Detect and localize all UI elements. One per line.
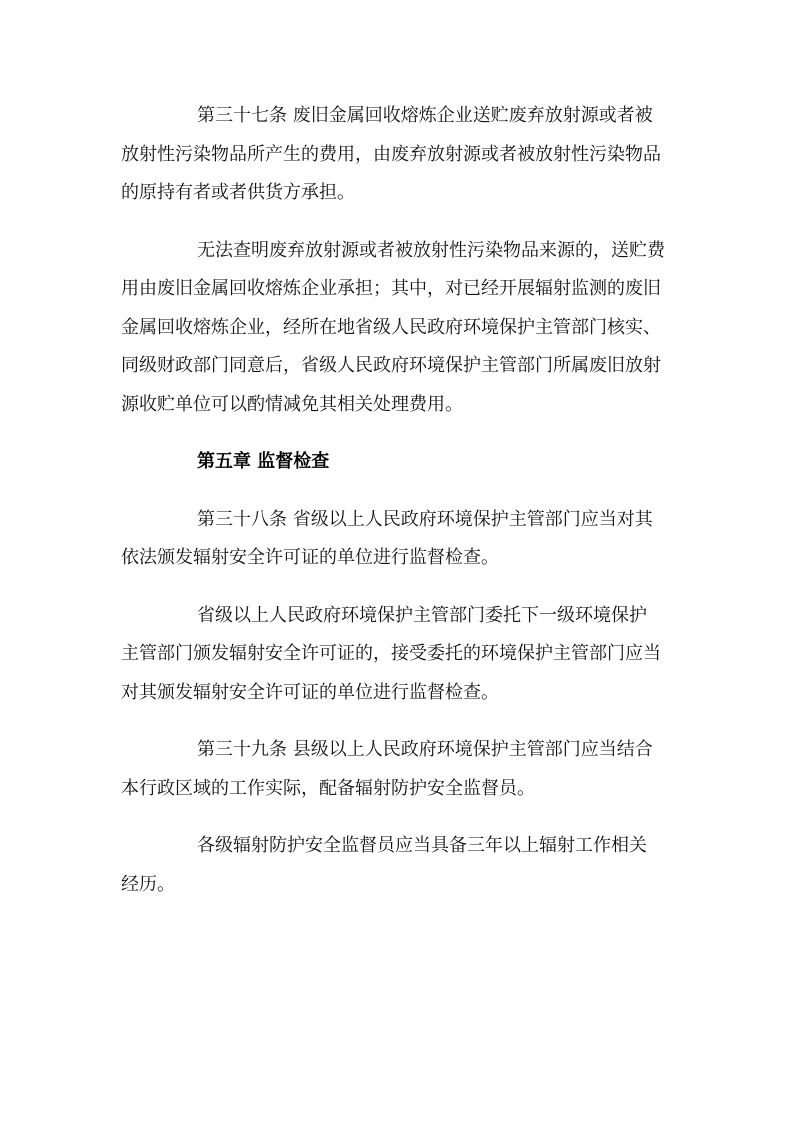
text-line: 对其颁发辐射安全许可证的单位进行监督检查。 (121, 681, 499, 703)
article-37-second-paragraph (121, 232, 677, 425)
text-line: 金属回收熔炼企业，经所在地省级人民政府环境保护主管部门核实、 (121, 316, 661, 338)
chapter-heading: 第五章 监督检查 (197, 451, 330, 472)
text-line: 同级财政部门同意后，省级人民政府环境保护主管部门所属废旧放射 (121, 355, 661, 376)
text-line: 第三十七条 废旧金属回收熔炼企业送贮废弃放射源或者被 (197, 105, 653, 126)
article-38-paragraph (121, 501, 677, 578)
text-line: 无法查明废弃放射源或者被放射性污染物品来源的，送贮费 (197, 239, 665, 261)
text-line: 源收贮单位可以酌情减免其相关处理费用。 (121, 393, 463, 415)
text-line: 的原持有者或者供货方承担。 (121, 182, 355, 203)
text-line: 第三十九条 县级以上人民政府环境保护主管部门应当结合 (197, 739, 653, 760)
document-body (121, 97, 677, 923)
text-line: 各级辐射防护安全监督员应当具备三年以上辐射工作相关 (197, 835, 647, 856)
text-line: 第三十八条 省级以上人民政府环境保护主管部门应当对其 (197, 508, 653, 530)
text-line: 主管部门颁发辐射安全许可证的，接受委托的环境保护主管部门应当 (121, 643, 661, 664)
text-line: 放射性污染物品所产生的费用，由废弃放射源或者被放射性污染物品 (121, 143, 661, 165)
text-line: 本行政区域的工作实际，配备辐射防护安全监督员。 (121, 777, 535, 799)
article-38-second-paragraph (121, 597, 677, 713)
text-line: 经历。 (121, 873, 175, 895)
article-39-second-paragraph (121, 827, 677, 904)
text-line: 依法颁发辐射安全许可证的单位进行监督检查。 (121, 547, 499, 568)
text-line: 省级以上人民政府环境保护主管部门委托下一级环境保护 (197, 604, 647, 626)
article-39-paragraph (121, 731, 677, 808)
article-37-paragraph (121, 97, 677, 213)
text-line: 用由废旧金属回收熔炼企业承担；其中，对已经开展辐射监测的废旧 (121, 278, 661, 299)
